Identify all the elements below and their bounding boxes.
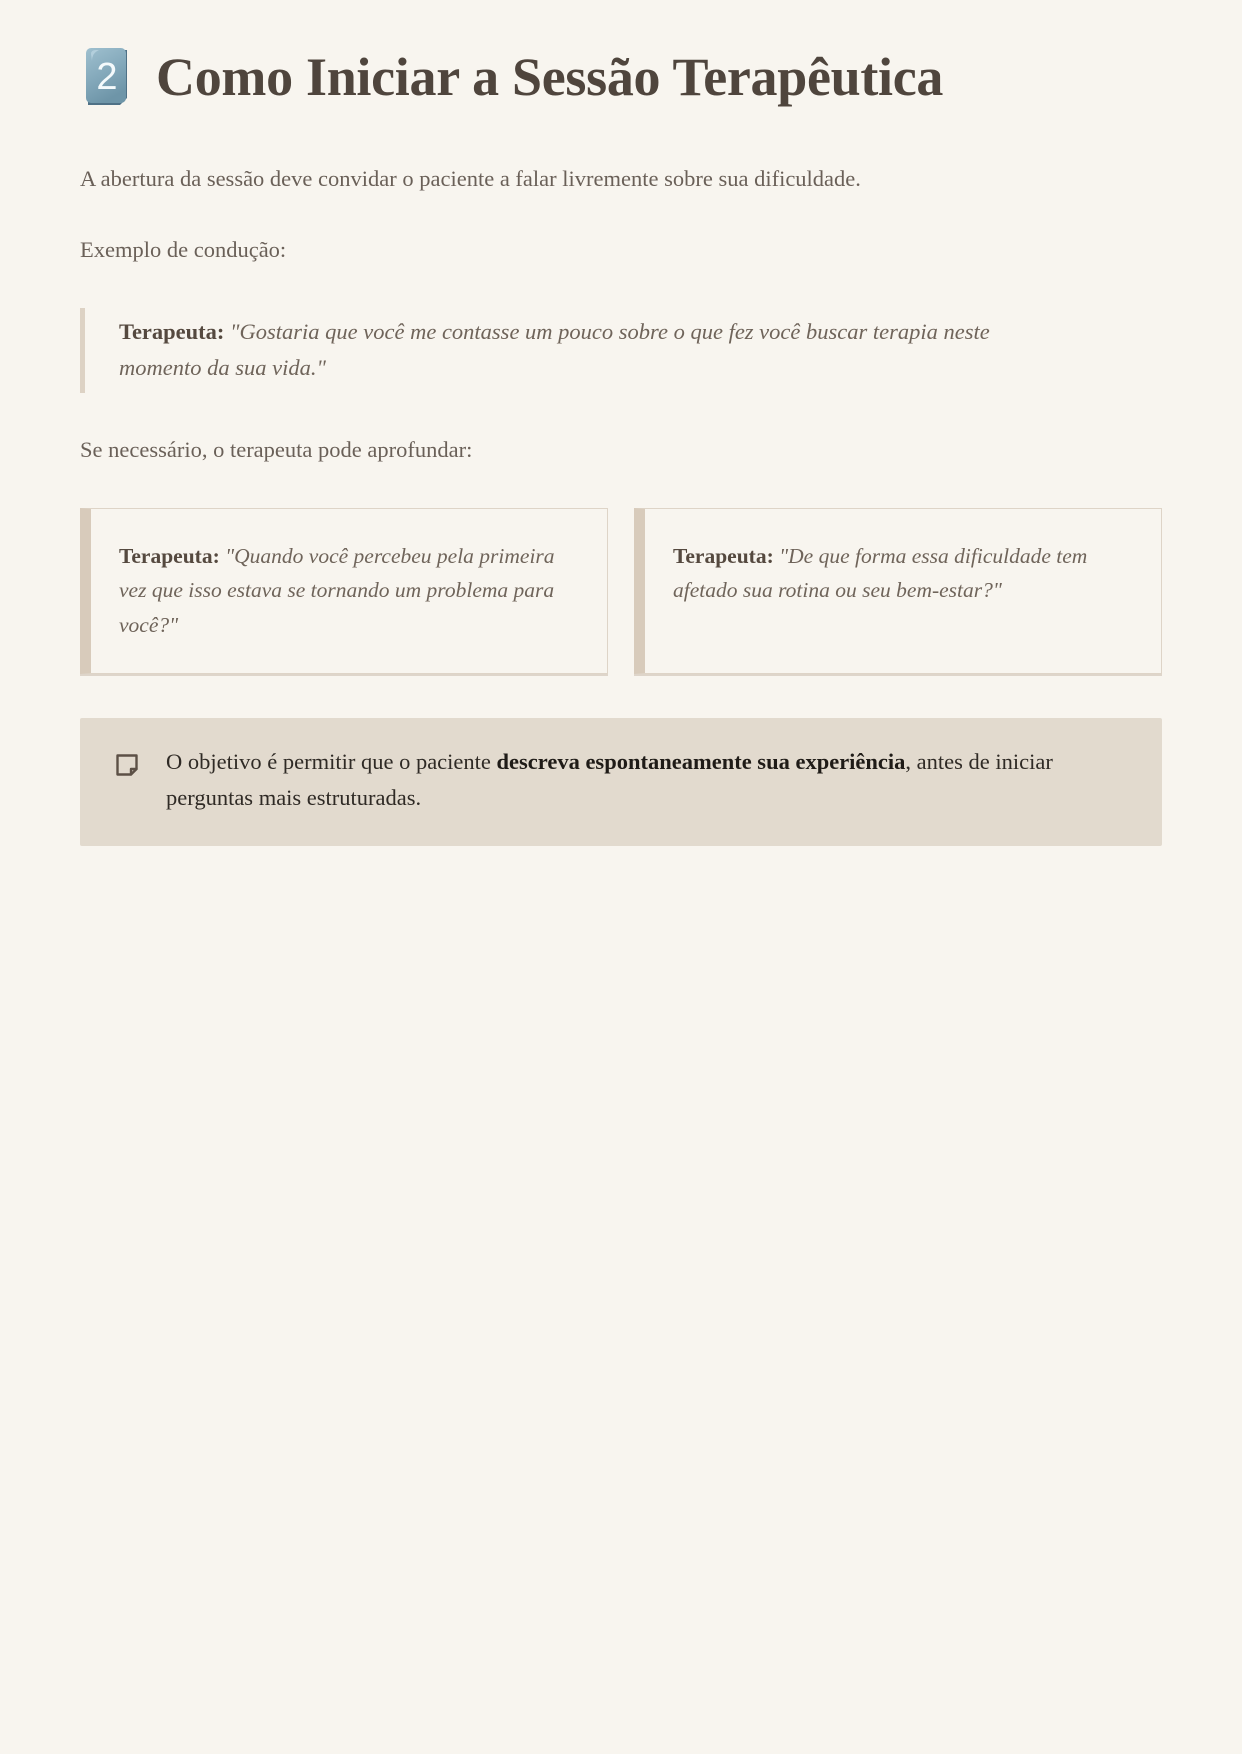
callout-emphasis: descreva espontaneamente sua experiência [496, 748, 906, 774]
followup-card-speaker: Terapeuta: [673, 543, 774, 568]
callout-text-after: , antes de iniciar perguntas mais estruturadas. [166, 748, 1053, 810]
objective-callout-text [166, 744, 1128, 816]
svg-text:2: 2 [96, 56, 118, 98]
keycap-two-icon [80, 44, 134, 110]
followup-card-text: "Quando você percebeu pela primeira vez que isso estava se tornando um problema para você?" [119, 543, 555, 638]
main-quote-block [80, 308, 1039, 393]
page-title: Como Iniciar a Sessão Terapêutica [156, 46, 944, 107]
note-icon [114, 752, 140, 778]
followup-card-line [673, 539, 1131, 609]
callout-text-before: O objetivo é permitir que o paciente [166, 748, 497, 774]
main-quote-speaker: Terapeuta: [119, 318, 225, 344]
followup-intro-label: Se necessário, o terapeuta pode aprofundar: [80, 436, 473, 462]
objective-callout [80, 718, 1162, 846]
page-header [80, 44, 1162, 110]
example-label: Exemplo de condução: [80, 236, 287, 262]
followup-card-line [119, 539, 577, 643]
followup-card [634, 508, 1162, 674]
followup-card [80, 508, 608, 674]
lead-paragraph: A abertura da sessão deve convidar o paciente a falar livremente sobre sua dificuldade. [80, 166, 861, 191]
followup-card-text: "De que forma essa dificuldade tem afetado sua rotina ou seu bem-estar?" [673, 543, 1088, 603]
main-quote-line [119, 314, 1039, 387]
main-quote-text: "Gostaria que você me contasse um pouco sobre o que fez você buscar terapia neste momento da sua vida." [119, 318, 990, 381]
followup-card-row [80, 508, 1162, 674]
followup-card-speaker: Terapeuta: [119, 543, 220, 568]
